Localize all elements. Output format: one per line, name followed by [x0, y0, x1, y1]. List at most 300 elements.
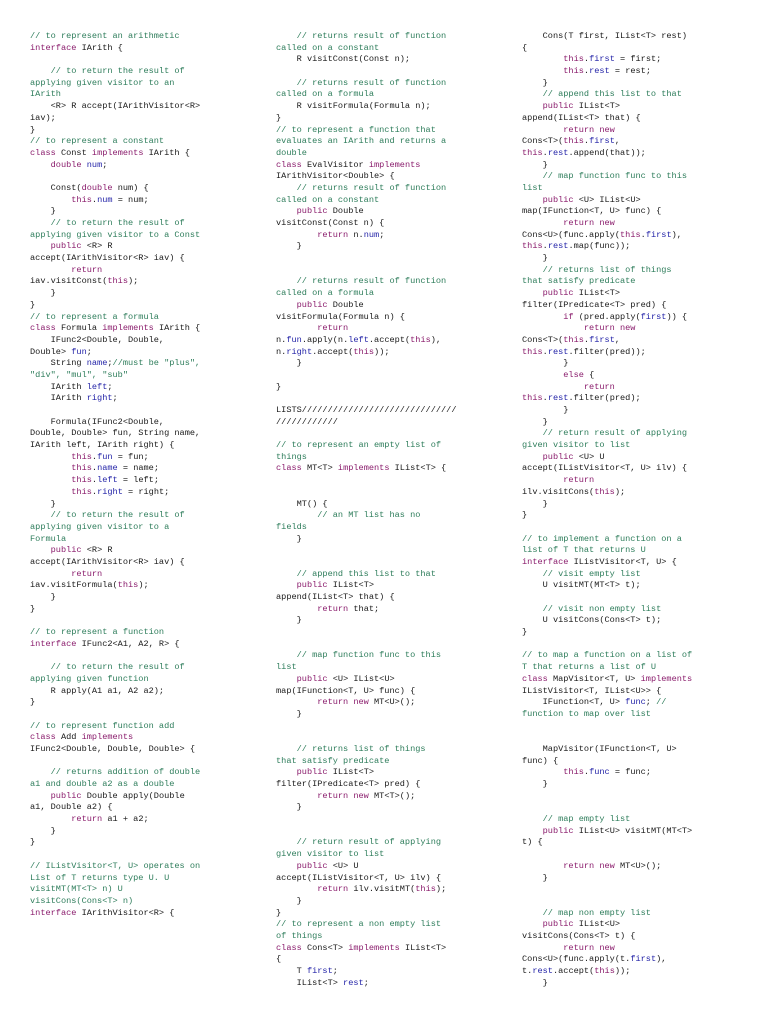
comment-token: // returns list of things: [276, 743, 426, 754]
code-token: iav.visitConst(: [30, 276, 108, 287]
code-token: }: [522, 358, 569, 369]
field-token: first: [589, 54, 615, 65]
code-line: [276, 849, 501, 861]
code-token: map(IFunction<T, U> func) {: [522, 206, 662, 217]
code-token: IList<T>: [276, 977, 344, 988]
code-line: [30, 265, 255, 277]
code-token: IList<T>: [573, 101, 621, 112]
keyword-token: this: [522, 393, 543, 404]
code-line: [276, 499, 501, 511]
code-line: [522, 78, 752, 90]
code-line: [276, 136, 501, 148]
code-line: [522, 826, 752, 838]
code-line: [30, 393, 255, 405]
code-token: T: [276, 966, 307, 976]
code-token: ,: [614, 334, 621, 345]
comment-token: // append this list to that: [522, 89, 682, 100]
code-token: }: [276, 708, 302, 719]
code-token: [276, 580, 297, 590]
code-token: LISTS//////////////////////////////: [276, 405, 457, 415]
code-line: [522, 136, 752, 148]
code-token: ;: [86, 346, 92, 357]
comment-token: // returns result of function: [276, 276, 447, 287]
code-token: }: [276, 112, 282, 123]
code-token: [522, 312, 563, 322]
code-line: [522, 160, 752, 172]
code-token: MT<U>();: [614, 860, 662, 871]
code-line: [276, 650, 501, 662]
code-line: [522, 43, 752, 55]
code-token: (pred.apply(: [573, 311, 641, 322]
field-token: left: [348, 334, 369, 345]
comment-token: of things: [276, 930, 323, 941]
code-token: }: [522, 253, 548, 264]
code-line: [522, 113, 752, 125]
code-token: [276, 861, 297, 871]
code-line: [276, 826, 501, 838]
code-line: [276, 557, 501, 569]
code-token: }: [276, 241, 302, 252]
code-token: Formula: [55, 323, 103, 334]
code-line: [522, 66, 752, 78]
field-token: fun: [97, 451, 113, 462]
code-token: <U> U: [573, 451, 605, 462]
code-token: Const: [55, 147, 92, 158]
code-line: [522, 697, 752, 709]
code-line: [276, 358, 501, 370]
code-line: [276, 510, 501, 522]
code-line: [522, 873, 752, 885]
code-token: [522, 767, 563, 777]
field-token: num: [86, 159, 103, 170]
code-line: [522, 54, 752, 66]
code-line: [522, 101, 752, 113]
code-line: [30, 358, 255, 370]
code-line: [276, 873, 501, 885]
code-line: [276, 756, 501, 768]
keyword-token: class: [30, 323, 56, 334]
code-token: IArithVisitor<Double> {: [276, 171, 395, 182]
keyword-token: this: [117, 580, 139, 591]
keyword-token: this: [563, 66, 584, 77]
code-line: [30, 241, 255, 253]
field-token: name: [86, 358, 108, 369]
keyword-token: else: [563, 369, 584, 380]
comment-token: //: [656, 697, 667, 708]
code-token: = first;: [614, 54, 662, 65]
code-token: ilv.visitMT(: [348, 884, 416, 895]
code-token: }: [522, 416, 548, 427]
code-token: IFunc2<A1, A2, R> {: [76, 638, 180, 649]
code-token: MapVisitor<T, U>: [547, 673, 641, 684]
code-token: }: [522, 510, 528, 521]
keyword-token: public: [542, 101, 574, 112]
code-token: String: [30, 358, 87, 369]
code-token: n.: [276, 346, 287, 357]
code-line: [522, 125, 752, 137]
code-token: t.: [522, 966, 533, 976]
code-token: [522, 54, 563, 64]
code-token: }: [30, 825, 56, 836]
keyword-token: return: [71, 264, 103, 275]
keyword-token: implements: [81, 732, 134, 743]
code-token: [522, 826, 543, 836]
code-line: [276, 639, 501, 651]
code-line: [30, 428, 255, 440]
code-line: [522, 300, 752, 312]
comment-token: evaluates an IArith and returns a: [276, 136, 447, 147]
field-token: rest: [547, 241, 569, 252]
comment-token: // map non empty list: [522, 907, 651, 918]
code-token: {: [276, 954, 282, 965]
code-line: [522, 837, 752, 849]
code-line: [30, 405, 255, 417]
code-token: [276, 323, 317, 333]
comment-token: called on a formula: [276, 89, 374, 100]
code-token: }: [276, 358, 302, 369]
code-token: IFunc2<Double, Double, Double> {: [30, 743, 196, 754]
code-line: [30, 101, 255, 113]
keyword-token: class: [276, 463, 302, 474]
code-line: [30, 861, 255, 873]
keyword-token: public: [542, 194, 574, 205]
code-line: [276, 931, 501, 943]
code-token: [30, 545, 51, 555]
code-token: [522, 452, 543, 462]
code-column-right: [522, 31, 752, 989]
code-line: [30, 440, 255, 452]
code-line: [276, 978, 501, 990]
comment-token: list: [276, 662, 297, 673]
code-line: [276, 370, 501, 382]
code-line: [276, 89, 501, 101]
keyword-token: implements: [640, 673, 693, 684]
code-line: [522, 510, 752, 522]
code-token: <R> R accept(IArithVisitor<R>: [30, 101, 201, 112]
code-line: [276, 697, 501, 709]
comment-token: fields: [276, 521, 307, 532]
code-line: [276, 300, 501, 312]
code-token: Cons<U>(func.apply(: [522, 229, 620, 240]
code-token: .: [583, 54, 590, 65]
code-line: [276, 919, 501, 931]
code-token: [522, 218, 563, 228]
code-line: [30, 826, 255, 838]
code-token: ;: [102, 159, 108, 170]
code-line: [30, 323, 255, 335]
comment-token: // to return the result of: [30, 218, 185, 228]
code-token: U visitMT(MT<T> t);: [522, 580, 641, 591]
comment-token: double: [276, 147, 307, 158]
code-line: [30, 475, 255, 487]
code-token: Add: [55, 732, 82, 743]
keyword-token: this: [522, 147, 543, 158]
code-line: [30, 873, 255, 885]
code-line: [522, 393, 752, 405]
code-token: visitConst(Const n) {: [276, 218, 385, 228]
code-line: [522, 954, 752, 966]
code-token: R visitFormula(Formula n);: [276, 101, 431, 112]
code-line: [30, 627, 255, 639]
keyword-token: public: [296, 580, 328, 591]
code-token: }: [30, 837, 36, 848]
code-token: }: [522, 498, 548, 509]
keyword-token: interface: [30, 42, 77, 53]
comment-token: given visitor to list: [276, 849, 385, 860]
code-line: [276, 884, 501, 896]
code-line: [522, 545, 752, 557]
keyword-token: this: [353, 346, 375, 357]
code-token: Double: [327, 299, 364, 310]
code-token: EvalVisitor: [301, 159, 369, 170]
code-token: [522, 288, 543, 298]
code-line: [276, 674, 501, 686]
comment-token: // to represent an arithmetic: [30, 31, 180, 41]
code-line: [30, 604, 255, 616]
field-token: first: [306, 966, 333, 976]
code-token: ;: [107, 358, 113, 369]
keyword-token: return new: [317, 790, 369, 801]
keyword-token: return: [583, 381, 615, 392]
code-token: [276, 230, 317, 240]
code-line: [30, 148, 255, 160]
field-token: func: [589, 767, 610, 778]
code-line: [522, 884, 752, 896]
code-token: }: [30, 498, 56, 509]
code-token: [522, 195, 543, 205]
code-line: [522, 674, 752, 686]
code-line: [276, 837, 501, 849]
code-token: R apply(A1 a1, A2 a2);: [30, 685, 165, 696]
code-token: that;: [348, 603, 380, 614]
code-token: Cons<U>(func.apply(t.: [522, 954, 631, 965]
code-token: );: [614, 486, 626, 497]
code-token: .: [583, 66, 590, 77]
comment-token: T that returns a list of U: [522, 662, 657, 673]
code-token: ////////////: [276, 416, 338, 427]
code-line: [522, 323, 752, 335]
code-line: [30, 382, 255, 394]
code-line: [276, 253, 501, 265]
comment-token: // to represent a function that: [276, 124, 436, 135]
keyword-token: public: [296, 767, 328, 778]
code-token: );: [128, 276, 139, 287]
code-token: [276, 604, 317, 614]
code-token: iav);: [30, 112, 56, 123]
field-token: name: [97, 463, 118, 474]
keyword-token: this: [410, 334, 431, 345]
code-token: {: [522, 42, 528, 53]
keyword-token: implements: [91, 147, 144, 158]
code-token: accept(IArithVisitor<R> iav) {: [30, 556, 185, 567]
code-line: [522, 908, 752, 920]
keyword-token: this: [563, 136, 584, 147]
keyword-token: this: [563, 54, 584, 65]
code-line: [522, 405, 752, 417]
field-token: fun: [286, 334, 302, 345]
code-token: MT() {: [276, 498, 328, 509]
keyword-token: return new: [563, 942, 615, 953]
code-line: [522, 288, 752, 300]
keyword-token: public: [542, 451, 574, 462]
code-token: iav.visitFormula(: [30, 580, 118, 591]
code-token: IList<T>: [327, 580, 375, 591]
code-line: [276, 522, 501, 534]
keyword-token: public: [296, 206, 328, 217]
comment-token: things: [276, 451, 307, 462]
keyword-token: public: [542, 919, 574, 930]
code-token: IArith {: [143, 147, 190, 158]
code-token: [522, 125, 563, 135]
code-line: [522, 253, 752, 265]
code-line: [522, 604, 752, 616]
comment-token: // to implement a function on a: [522, 533, 682, 544]
code-line: [30, 580, 255, 592]
code-line: [30, 183, 255, 195]
code-line: [522, 709, 752, 721]
code-token: = num;: [112, 194, 149, 205]
code-line: [522, 662, 752, 674]
code-token: [30, 569, 71, 579]
code-line: [276, 323, 501, 335]
code-token: num) {: [112, 182, 149, 193]
code-line: [30, 312, 255, 324]
code-token: ),: [430, 334, 442, 345]
code-token: [276, 206, 297, 216]
code-line: [276, 475, 501, 487]
code-token: .map(func));: [568, 241, 631, 252]
code-line: [30, 884, 255, 896]
code-token: .accept(: [312, 346, 354, 357]
comment-token: // to represent function add: [30, 720, 175, 731]
code-token: append(IList<T> that) {: [276, 592, 395, 602]
comment-token: // returns result of function: [276, 182, 447, 193]
keyword-token: this: [522, 346, 543, 357]
comment-token: applying given visitor to an: [30, 77, 175, 88]
code-token: .: [640, 229, 646, 240]
keyword-token: this: [71, 486, 92, 497]
code-token: [276, 884, 317, 894]
code-line: [522, 241, 752, 253]
code-line: [276, 440, 501, 452]
code-line: [30, 674, 255, 686]
field-token: first: [640, 311, 667, 322]
code-token: ;: [332, 966, 338, 976]
code-token: .: [583, 334, 590, 345]
code-token: Cons(T first, IList<T> rest): [522, 31, 688, 41]
code-token: .: [583, 767, 590, 778]
code-line: [522, 487, 752, 499]
code-token: {: [583, 369, 595, 380]
code-line: [522, 499, 752, 511]
code-line: [276, 791, 501, 803]
code-token: Double apply(Double: [81, 790, 185, 801]
code-token: accept(IArithVisitor<R> iav) {: [30, 253, 185, 264]
code-token: = name;: [117, 463, 159, 474]
code-line: [30, 452, 255, 464]
code-token: [30, 195, 71, 205]
code-line: [276, 861, 501, 873]
field-token: num: [363, 229, 380, 240]
code-token: .: [542, 393, 548, 404]
keyword-token: this: [71, 475, 92, 486]
code-line: [276, 721, 501, 733]
keyword-token: public: [50, 790, 82, 801]
keyword-token: class: [30, 147, 56, 158]
code-line: [30, 89, 255, 101]
code-line: [30, 499, 255, 511]
comment-token: called on a constant: [276, 194, 380, 205]
keyword-token: return: [317, 603, 349, 614]
code-token: }: [30, 603, 36, 614]
comment-token: visitCons(Cons<T> n): [30, 895, 134, 906]
code-token: t) {: [522, 837, 543, 848]
comment-token: a1 and double a2 as a double: [30, 779, 175, 789]
code-line: [276, 125, 501, 137]
comment-token: // to represent a non empty list: [276, 919, 442, 930]
code-token: IArith {: [153, 323, 201, 334]
field-token: rest: [547, 147, 569, 158]
code-token: [30, 241, 51, 251]
code-line: [276, 148, 501, 160]
code-line: [30, 791, 255, 803]
field-token: first: [630, 954, 657, 965]
code-line: [276, 732, 501, 744]
code-line: [276, 463, 501, 475]
comment-token: given visitor to list: [522, 440, 631, 451]
keyword-token: this: [107, 276, 128, 287]
field-token: first: [645, 229, 672, 240]
code-token: MT<T>();: [368, 790, 416, 801]
keyword-token: return new: [563, 860, 615, 871]
comment-token: // map function func to this: [276, 650, 442, 661]
code-token: ));: [614, 966, 631, 976]
code-token: [30, 791, 51, 801]
field-token: num: [97, 194, 113, 205]
code-line: [276, 580, 501, 592]
code-line: [30, 43, 255, 55]
code-line: [522, 721, 752, 733]
keyword-token: public: [296, 299, 328, 310]
code-line: [522, 802, 752, 814]
code-line: [522, 931, 752, 943]
code-token: ;: [112, 393, 118, 404]
code-token: <R> R: [81, 241, 113, 252]
code-token: = rest;: [609, 66, 651, 77]
code-line: [522, 639, 752, 651]
keyword-token: interface: [30, 638, 77, 649]
comment-token: // return result of applying: [522, 428, 688, 439]
comment-token: // map empty list: [522, 814, 631, 825]
code-line: [276, 66, 501, 78]
code-token: IFunc2<Double, Double,: [30, 334, 165, 345]
code-token: MT<T>: [301, 463, 338, 474]
code-line: [276, 592, 501, 604]
code-token: [522, 323, 584, 333]
code-line: [276, 335, 501, 347]
code-line: [30, 510, 255, 522]
code-token: [276, 674, 297, 684]
code-line: [522, 732, 752, 744]
code-line: [522, 919, 752, 931]
code-line: [522, 592, 752, 604]
comment-token: that satisfy predicate: [276, 755, 390, 766]
code-line: [276, 954, 501, 966]
code-line: [276, 54, 501, 66]
code-token: .: [91, 194, 98, 205]
code-line: [276, 686, 501, 698]
keyword-token: double: [81, 182, 113, 193]
